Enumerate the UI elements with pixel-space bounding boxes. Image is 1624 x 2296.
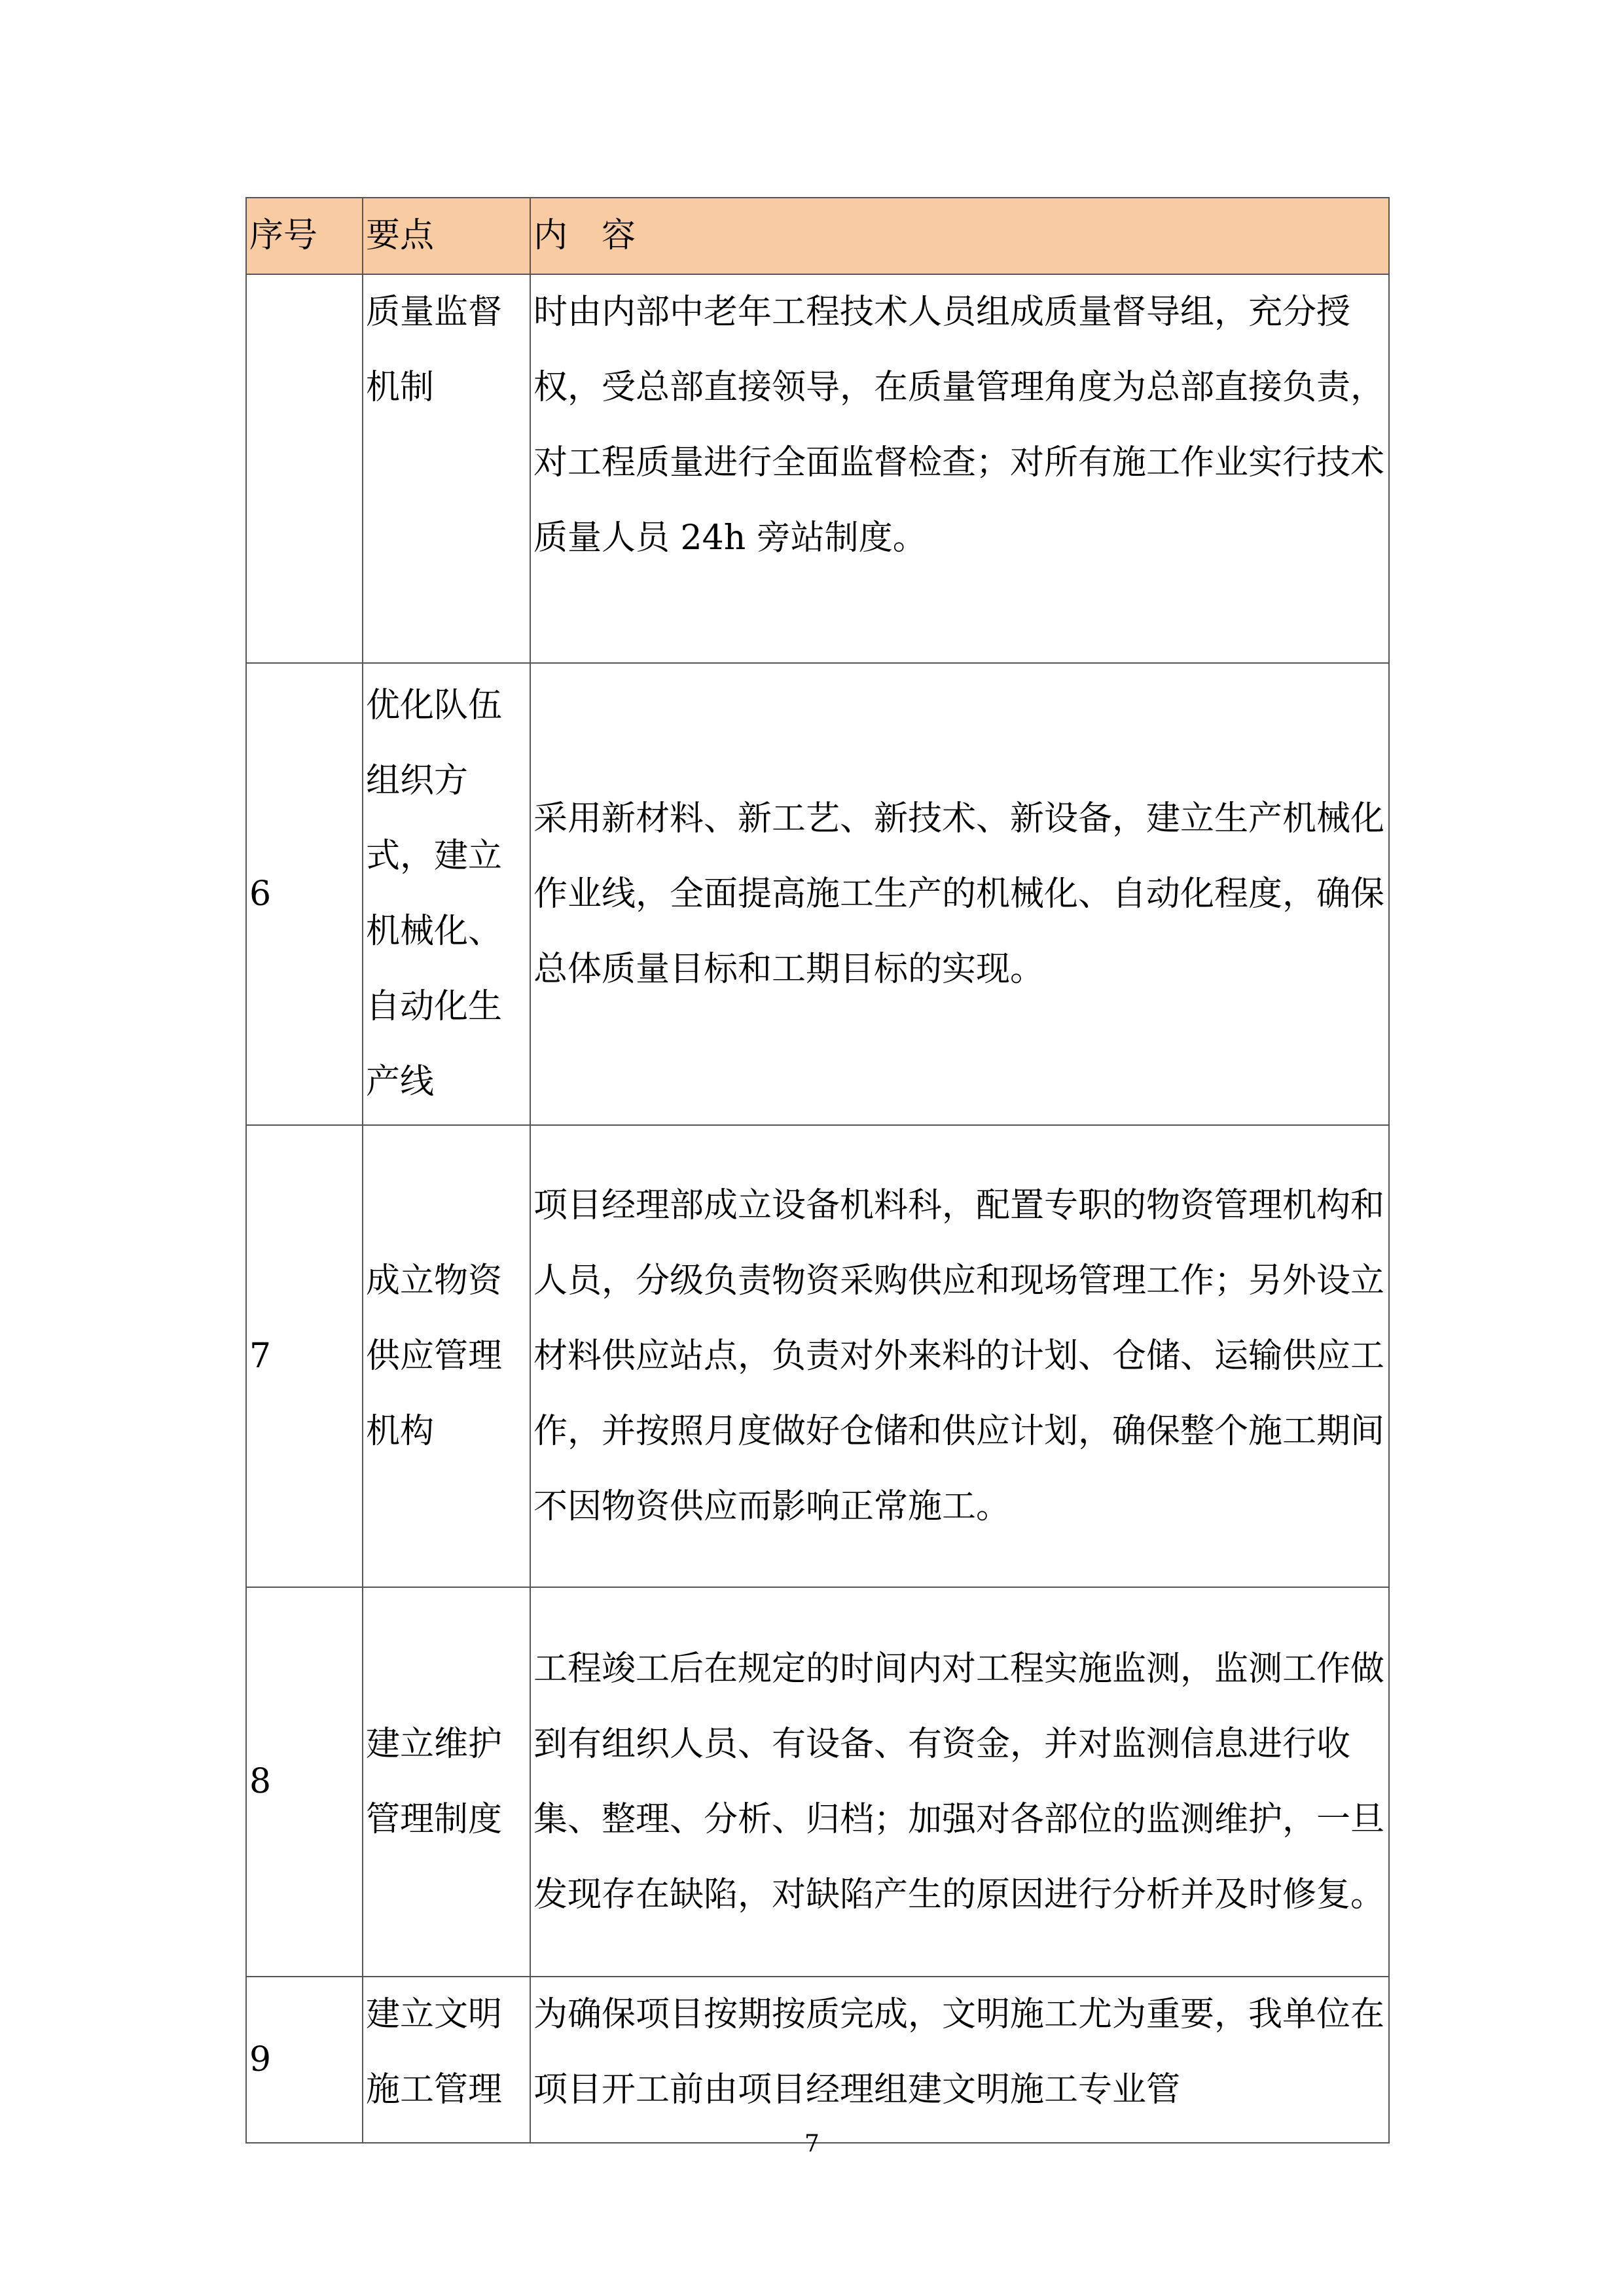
header-seq: 序号	[246, 198, 363, 274]
row-point: 建立文明施工管理	[363, 1977, 530, 2143]
row-point: 优化队伍组织方式，建立机械化、自动化生产线	[363, 663, 530, 1125]
row-content: 工程竣工后在规定的时间内对工程实施监测，监测工作做到有组织人员、有设备、有资金，并对监测信息进行收集、整理、分析、归档；加强对各部位的监测维护，一旦发现存在缺陷，对缺陷产生的原因进行分析并及时修复。	[530, 1587, 1389, 1977]
row-seq: 9	[246, 1977, 363, 2143]
header-point: 要点	[363, 198, 530, 274]
row-content: 为确保项目按期按质完成，文明施工尤为重要，我单位在项目开工前由项目经理组建文明施工专业管	[530, 1977, 1389, 2143]
row-seq: 8	[246, 1587, 363, 1977]
row-seq	[246, 274, 363, 663]
table-row	[246, 1587, 1389, 1977]
table-row	[246, 663, 1389, 1125]
table-row	[246, 1977, 1389, 2143]
content-table	[245, 197, 1390, 2144]
row-point: 建立维护管理制度	[363, 1587, 530, 1977]
row-point: 成立物资供应管理机构	[363, 1125, 530, 1587]
row-seq: 6	[246, 663, 363, 1125]
row-content: 时由内部中老年工程技术人员组成质量督导组，充分授权，受总部直接领导，在质量管理角度为总部直接负责，对工程质量进行全面监督检查；对所有施工作业实行技术质量人员 24h 旁站制度。	[530, 274, 1389, 663]
row-seq: 7	[246, 1125, 363, 1587]
page-number: 7	[804, 2130, 820, 2157]
table-header-row	[246, 198, 1389, 274]
row-content: 项目经理部成立设备机料科，配置专职的物资管理机构和人员，分级负责物资采购供应和现场管理工作；另外设立材料供应站点，负责对外来料的计划、仓储、运输供应工作，并按照月度做好仓储和供应计划，确保整个施工期间不因物资供应而影响正常施工。	[530, 1125, 1389, 1587]
row-content: 采用新材料、新工艺、新技术、新设备，建立生产机械化作业线，全面提高施工生产的机械化、自动化程度，确保总体质量目标和工期目标的实现。	[530, 663, 1389, 1125]
table-row	[246, 1125, 1389, 1587]
row-point: 质量监督机制	[363, 274, 530, 663]
header-content: 内 容	[530, 198, 1389, 274]
table-row	[246, 274, 1389, 663]
